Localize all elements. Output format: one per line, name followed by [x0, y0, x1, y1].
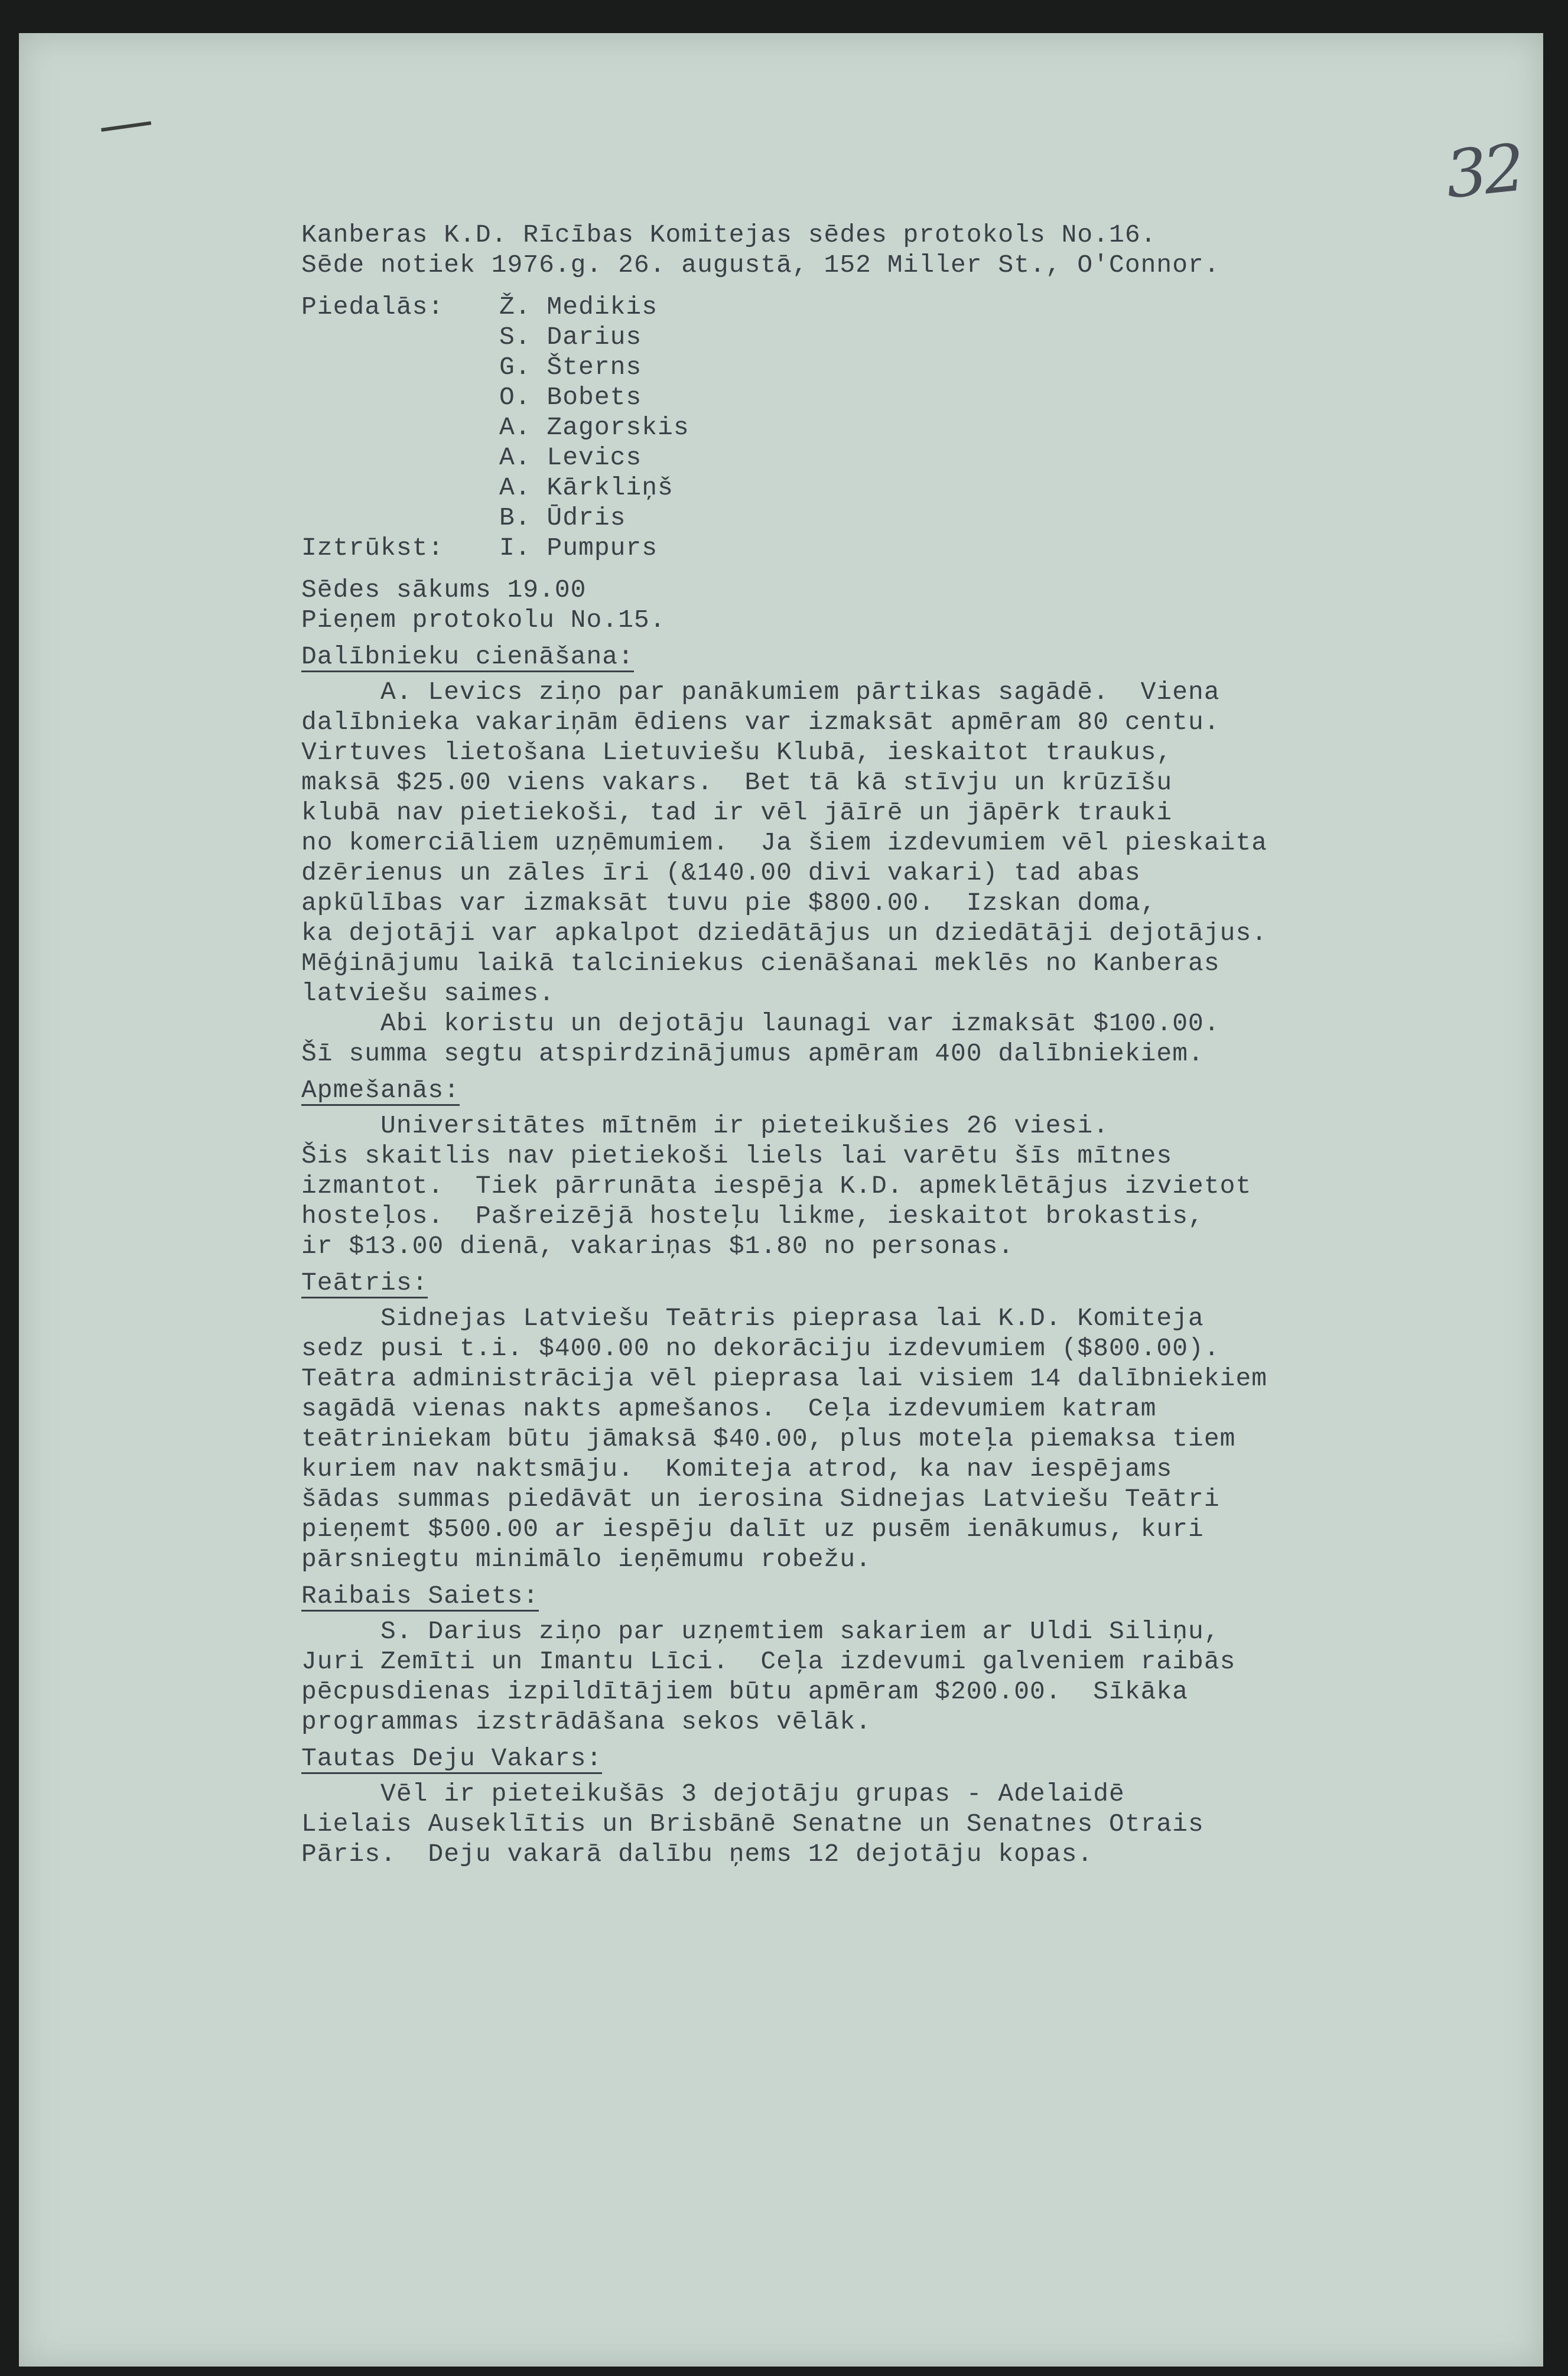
- absent-label: Iztrūkst:: [301, 533, 444, 562]
- text-line: no komerciāliem uzņēmumiem. Ja šiem izdevumiem vēl pieskaita: [301, 828, 1268, 857]
- section-heading: Dalībnieku cienāšana:: [301, 642, 634, 671]
- attendance-list: [301, 292, 1471, 563]
- text-line: izmantot. Tiek pārrunāta iespēja K.D. apmeklētājus izvietot: [301, 1171, 1252, 1200]
- text-line: maksā $25.00 viens vakars. Bet tā kā stīvju un krūzīšu: [301, 768, 1173, 797]
- attendee-row: [301, 322, 1471, 352]
- attendee-name: G. Šterns: [499, 353, 642, 382]
- text-line: dalībnieka vakariņām ēdiens var izmaksāt apmēram 80 centu.: [301, 708, 1220, 737]
- attendee-row: [301, 412, 1471, 442]
- text-line: Pāris. Deju vakarā dalību ņems 12 dejotāju kopas.: [301, 1840, 1094, 1869]
- attendee-row: [301, 382, 1471, 412]
- text-line: Teātra administrācija vēl pieprasa lai visiem 14 dalībniekiem: [301, 1364, 1268, 1393]
- attendee-name: A. Kārkliņš: [499, 473, 674, 502]
- paragraph: [301, 1616, 1471, 1737]
- text-line: šādas summas piedāvāt un ierosina Sidnejas Latviešu Teātri: [301, 1485, 1220, 1514]
- absentee-row: [301, 533, 1471, 563]
- attendee-name: S. Darius: [499, 323, 642, 351]
- attendee-name: Ž. Medikis: [499, 292, 658, 321]
- text-line: kuriem nav naktsmāju. Komiteja atrod, ka nav iespējams: [301, 1454, 1173, 1483]
- text-line: teātriniekam būtu jāmaksā $40.00, plus moteļa piemaksa tiem: [301, 1424, 1236, 1453]
- text-line: Šī summa segtu atspirdzinājumus apmēram 400 dalībniekiem.: [301, 1039, 1204, 1068]
- attendee-name: B. Ūdris: [499, 503, 626, 532]
- text-line: programmas izstrādāšana sekos vēlāk.: [301, 1707, 871, 1736]
- section-heading: Apmešanās:: [301, 1076, 460, 1105]
- paragraph: [301, 1779, 1471, 1869]
- text-line: hosteļos. Pašreizējā hosteļu likme, ieskaitot brokastis,: [301, 1202, 1204, 1231]
- corner-mark: [101, 121, 152, 140]
- text-line: A. Levics ziņo par panākumiem pārtikas sagādē. Viena: [301, 678, 1220, 707]
- text-line: klubā nav pietiekoši, tad ir vēl jāīrē un jāpērk trauki: [301, 798, 1173, 827]
- section: [301, 1574, 1471, 1737]
- session-info: [301, 575, 1471, 635]
- attendee-name: O. Bobets: [499, 383, 642, 412]
- title-line-1: Kanberas K.D. Rīcības Komitejas sēdes protokols No.16.: [301, 220, 1157, 249]
- text-line: sedz pusi t.i. $400.00 no dekorāciju izdevumiem ($800.00).: [301, 1334, 1220, 1363]
- text-line: latviešu saimes.: [301, 979, 555, 1008]
- section-heading: Teātris:: [301, 1268, 428, 1297]
- text-line: Vēl ir pieteikušās 3 dejotāju grupas - Adelaidē: [301, 1779, 1125, 1808]
- text-line: Juri Zemīti un Imantu Līci. Ceļa izdevumi galveniem raibās: [301, 1647, 1236, 1676]
- text-line: sagādā vienas nakts apmešanos. Ceļa izdevumiem katram: [301, 1394, 1157, 1423]
- text-line: pieņemt $500.00 ar iespēju dalīt uz pusēm ienākumus, kuri: [301, 1515, 1204, 1544]
- title-block: [301, 220, 1471, 280]
- minutes-approval: Pieņem protokolu No.15.: [301, 606, 666, 634]
- title-line-2: Sēde notiek 1976.g. 26. augustā, 152 Miller St., O'Connor.: [301, 250, 1220, 279]
- section-heading: Raibais Saiets:: [301, 1581, 539, 1610]
- handwritten-page-number: 32: [1442, 129, 1525, 213]
- section: [301, 1261, 1471, 1574]
- session-start: Sēdes sākums 19.00: [301, 575, 587, 604]
- text-line: Lielais Auseklītis un Brisbānē Senatne un Senatnes Otrais: [301, 1809, 1204, 1838]
- text-line: Abi koristu un dejotāju launagi var izmaksāt $100.00.: [301, 1009, 1220, 1038]
- paragraph: [301, 677, 1471, 1008]
- paragraph: [301, 1008, 1471, 1069]
- text-line: Sidnejas Latviešu Teātris pieprasa lai K.D. Komiteja: [301, 1304, 1204, 1333]
- section: [301, 1737, 1471, 1869]
- attendee-row: [301, 503, 1471, 533]
- attendee-row: [301, 442, 1471, 473]
- attendee-row: [301, 352, 1471, 382]
- present-label: Piedalās:: [301, 292, 444, 321]
- text-line: Universitātes mītnēm ir pieteikušies 26 viesi.: [301, 1111, 1110, 1140]
- section: [301, 635, 1471, 1069]
- section-heading: Tautas Deju Vakars:: [301, 1744, 603, 1773]
- paragraph: [301, 1303, 1471, 1574]
- absentee-name: I. Pumpurs: [499, 533, 658, 562]
- attendee-row: [301, 473, 1471, 503]
- text-line: Virtuves lietošana Lietuviešu Klubā, ieskaitot traukus,: [301, 738, 1173, 767]
- section: [301, 1069, 1471, 1261]
- attendee-row: [301, 292, 1471, 322]
- text-line: S. Darius ziņo par uzņemtiem sakariem ar Uldi Siliņu,: [301, 1617, 1220, 1646]
- text-line: ka dejotāji var apkalpot dziedātājus un dziedātāji dejotājus.: [301, 919, 1268, 948]
- text-line: pēcpusdienas izpildītājiem būtu apmēram $200.00. Sīkāka: [301, 1677, 1189, 1706]
- document-body: [301, 220, 1471, 1869]
- attendee-name: A. Levics: [499, 443, 642, 472]
- text-line: dzērienus un zāles īri (&140.00 divi vakari) tad abas: [301, 858, 1141, 887]
- text-line: pārsniegtu minimālo ieņēmumu robežu.: [301, 1545, 871, 1574]
- attendee-name: A. Zagorskis: [499, 413, 689, 442]
- sections: [301, 635, 1471, 1869]
- text-line: ir $13.00 dienā, vakariņas $1.80 no personas.: [301, 1232, 1014, 1261]
- paragraph: [301, 1111, 1471, 1261]
- text-line: apkūlības var izmaksāt tuvu pie $800.00. Izskan doma,: [301, 888, 1157, 917]
- text-line: Šis skaitlis nav pietiekoši liels lai varētu šīs mītnes: [301, 1141, 1173, 1170]
- text-line: Mēģinājumu laikā talciniekus cienāšanai meklēs no Kanberas: [301, 949, 1220, 978]
